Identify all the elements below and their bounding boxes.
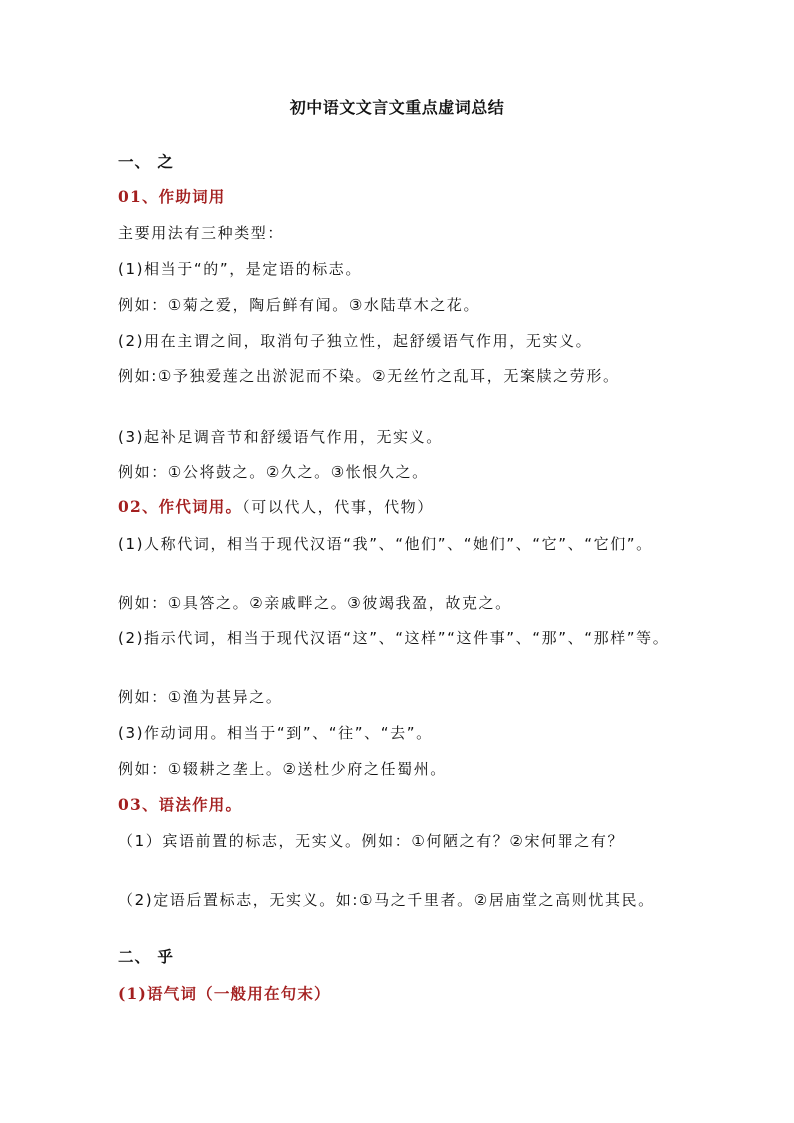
subsection-heading-02: 02、作代词用。 (118, 497, 243, 516)
pronoun-item-1: (1)人称代词，相当于现代汉语“我”、“他们”、“她们”、“它”、“它们”。 (118, 535, 653, 553)
grammar-item-1: （1）宾语前置的标志，无实义。例如：①何陋之有？②宋何罪之有？ (118, 832, 625, 850)
subsection-02-note: （可以代人，代事，代物） (242, 498, 434, 516)
usage-item-2: (2)用在主谓之间，取消句子独立性，起舒缓语气作用，无实义。 (118, 332, 593, 350)
paragraph-intro: 主要用法有三种类型： (118, 224, 285, 242)
usage-item-3: (3)起补足调音节和舒缓语气作用，无实义。 (118, 428, 443, 446)
grammar-item-2: （2)定语后置标志，无实义。如:①马之千里者。②居庙堂之高则忧其民。 (118, 891, 655, 909)
usage-example-2: 例如:①予独爱莲之出淤泥而不染。②无丝竹之乱耳，无案牍之劳形。 (118, 367, 620, 385)
usage-example-3: 例如：①公将鼓之。②久之。③怅恨久之。 (118, 463, 429, 481)
verb-example-3: 例如：①辍耕之垄上。②送杜少府之任蜀州。 (118, 760, 447, 778)
pronoun-example-1: 例如：①具答之。②亲戚畔之。③彼竭我盈，故克之。 (118, 594, 512, 612)
section2-subheading-1: (1)语气词（一般用在句末） (118, 984, 331, 1003)
section-heading-zhi: 一、 之 (118, 152, 174, 171)
subsection-02-line (118, 496, 674, 518)
section-heading-hu: 二、 乎 (118, 947, 174, 966)
pronoun-item-2: (2)指示代词，相当于现代汉语“这”、“这样”“这件事”、“那”、“那样”等。 (118, 629, 670, 647)
pronoun-example-2: 例如：①渔为甚异之。 (118, 688, 283, 706)
subsection-heading-03: 03、语法作用。 (118, 795, 243, 814)
page-title: 初中语文文言文重点虚词总结 (289, 98, 505, 117)
verb-item-3: (3)作动词用。相当于“到”、“往”、“去”。 (118, 724, 433, 742)
usage-example-1: 例如：①菊之爱，陶后鲜有闻。③水陆草木之花。 (118, 296, 481, 314)
usage-item-1: (1)相当于“的”，是定语的标志。 (118, 260, 362, 278)
subsection-heading-01: 01、作助词用 (118, 187, 226, 206)
